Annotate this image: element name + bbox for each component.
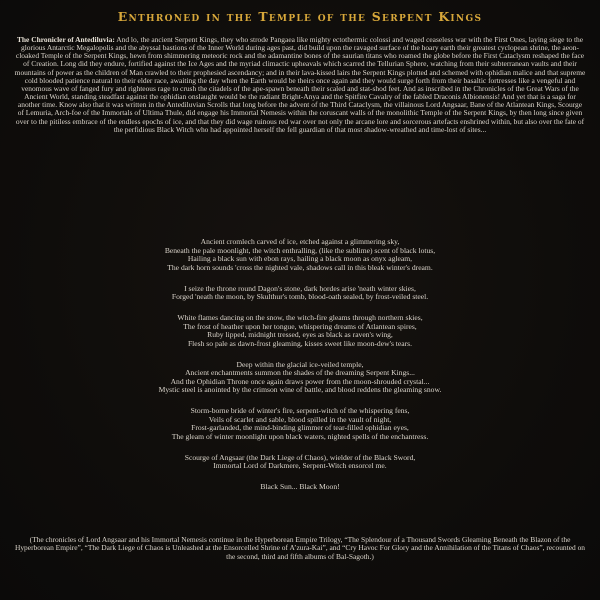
verse-line: The dark horn sounds 'cross the nighted vale, shadows call in this bleak winter's dream.	[167, 262, 433, 272]
verse-line: Mystic steel is anointed by the crimson wine of battle, and blood reddens the gleaming snow.	[158, 385, 442, 394]
stanza-7	[0, 483, 600, 492]
verse-line: And the Ophidian Throne once again draws power from the moon-shrouded crystal...	[170, 376, 430, 386]
verse-line: Beneath the pale moonlight, the witch enthralling, (like the sublime) scent of black lotus,	[164, 245, 436, 255]
verse-line: Black Sun... Black Moon!	[260, 482, 340, 491]
prose-text: And lo, the ancient Serpent Kings, they who strode Pangaea like mighty ectothermic colossi and waged ceaseless war with the First Ones, laying siege to the glorious Antarctic Megalopolis and the abyssal bastions of the Inner World during ages past, did build upon the ravaged surface of the hoary earth their greatest cyclopean shrine, the aeon-cloaked Temple of the Serpent Kings, hewn from shimmering meteoric rock and the adamantine bones of the saurian titans who roamed the globe before the First Cataclysm reshaped the face of Creation. Long did they endure, fortified against the Ice Ages and the myriad climactic upheavals which scarred the Tellurian Sphere, watching from their subterranean vaults and their mountains of power as the children of Man crawled to their prophesied ascendancy; and in their lava-kissed lairs the Serpent Kings plotted and schemed with ophidian malice and that supreme cold blooded patience natural to their elder race, awaiting the day when the Earth would be theirs once again and they would surge forth from their basaltic fortresses like a vengeful and venomous wave of fanged fury and righteous rage to crush the citadels of the ape-spawn beneath their scaled and stat-shod feet. And as inscribed in the Chronicles of the Great Wars of the Ancient World, standing steadfast against the ophidian onslaught would be the radiant Bright-Anya and the Spitfire Cavalry of the fabled Draconis Albionensis! And yet that is a saga for another time. Know also that it was written in the Antediluvian Scrolls that long before the advent of the Third Cataclysm, the villainous Lord Angsaar, Bane of the Atlantean Kings, Scourge of Lemuria, Arch-foe of the Immortals of Ultima Thule, did engage his Immortal Nemesis within the coruscant walls of the monolithic Temple of the Serpent Kings, by then long since given over to the pitiless embrace of the endless epochs of ice, and that they did wage ruinous red war over not only the arcane lore and sorcerous artefacts enshrined within, but also over the fate of the perfidious Black Witch who had appointed herself the fell guardian of that most shadow-wreathed and time-lost of sites...	[14, 35, 586, 134]
stanza-1	[0, 238, 600, 272]
verse-line: The gleam of winter moonlight upon black waters, nighted spells of the enchantress.	[171, 431, 429, 441]
verse-line: Forged 'neath the moon, by Skulthur's tomb, blood-oath sealed, by frost-veiled steel.	[171, 292, 429, 301]
page-title: Enthroned in the Temple of the Serpent Kings	[117, 9, 483, 24]
verse-line: Scourge of Angsaar (the Dark Liege of Chaos), wielder of the Black Sword,	[184, 452, 416, 462]
verse-line: Storm-borne bride of winter's fire, serpent-witch of the whispering fens,	[190, 406, 410, 415]
verse-line: Veils of scarlet and sable, blood spilled in the vault of night,	[208, 414, 392, 424]
prose-paragraph	[14, 36, 586, 134]
verse-line: Ruby lipped, midnight tressed, eyes as black as raven's wing,	[207, 330, 393, 339]
verse-line: Deep within the glacial ice-veiled temple,	[236, 359, 364, 369]
closing-note: (The chronicles of Lord Angsaar and his Immortal Nemesis continue in the Hyperborean Empire Trilogy, “The Splendour of a Thousand Swords Gleaming Beneath the Blazon of the Hyperborean Empire”, “The Dark Liege of Chaos is Unleashed at the Ensorcelled Shrine of A’zura-Kai”, and “Cry Havoc For Glory and the Annihilation of the Titans of Chaos”, recounted on the second, third and fifth albums of Bal-Sagoth.)	[14, 535, 586, 561]
verse-line: Ancient enchantments summon the shades of the dreaming Serpent Kings...	[185, 368, 415, 377]
verse-line: The frost of heather upon her tongue, whispering dreams of Atlantean spires,	[183, 321, 417, 331]
verse-line: Hailing a black sun with ebon rays, hailing a black moon as onyx agleam,	[187, 254, 413, 263]
stanza-3	[0, 314, 600, 348]
verses	[0, 238, 600, 504]
verse-line: Ancient cromlech carved of ice, etched against a glimmering sky,	[200, 237, 400, 246]
prose-lead: The Chronicler of Antediluvia:	[16, 35, 115, 44]
verse-line: Flesh so pale as dawn-frost gleaming, kisses sweet like moon-dew's tears.	[187, 338, 413, 348]
verse-line: I seize the throne round Dagon's stone, dark hordes arise 'neath winter skies,	[184, 283, 416, 293]
stanza-2	[0, 285, 600, 302]
verse-line: Frost-garlanded, the mind-binding glimmer of tear-filled ophidian eyes,	[191, 423, 409, 432]
verse-line: White flames dancing on the snow, the witch-fire gleams through northern skies,	[177, 313, 423, 322]
stanza-5	[0, 407, 600, 441]
stanza-4	[0, 361, 600, 395]
verse-line: Immortal Lord of Darkmere, Serpent-Witch ensorcel me.	[213, 461, 387, 470]
stanza-6	[0, 454, 600, 471]
